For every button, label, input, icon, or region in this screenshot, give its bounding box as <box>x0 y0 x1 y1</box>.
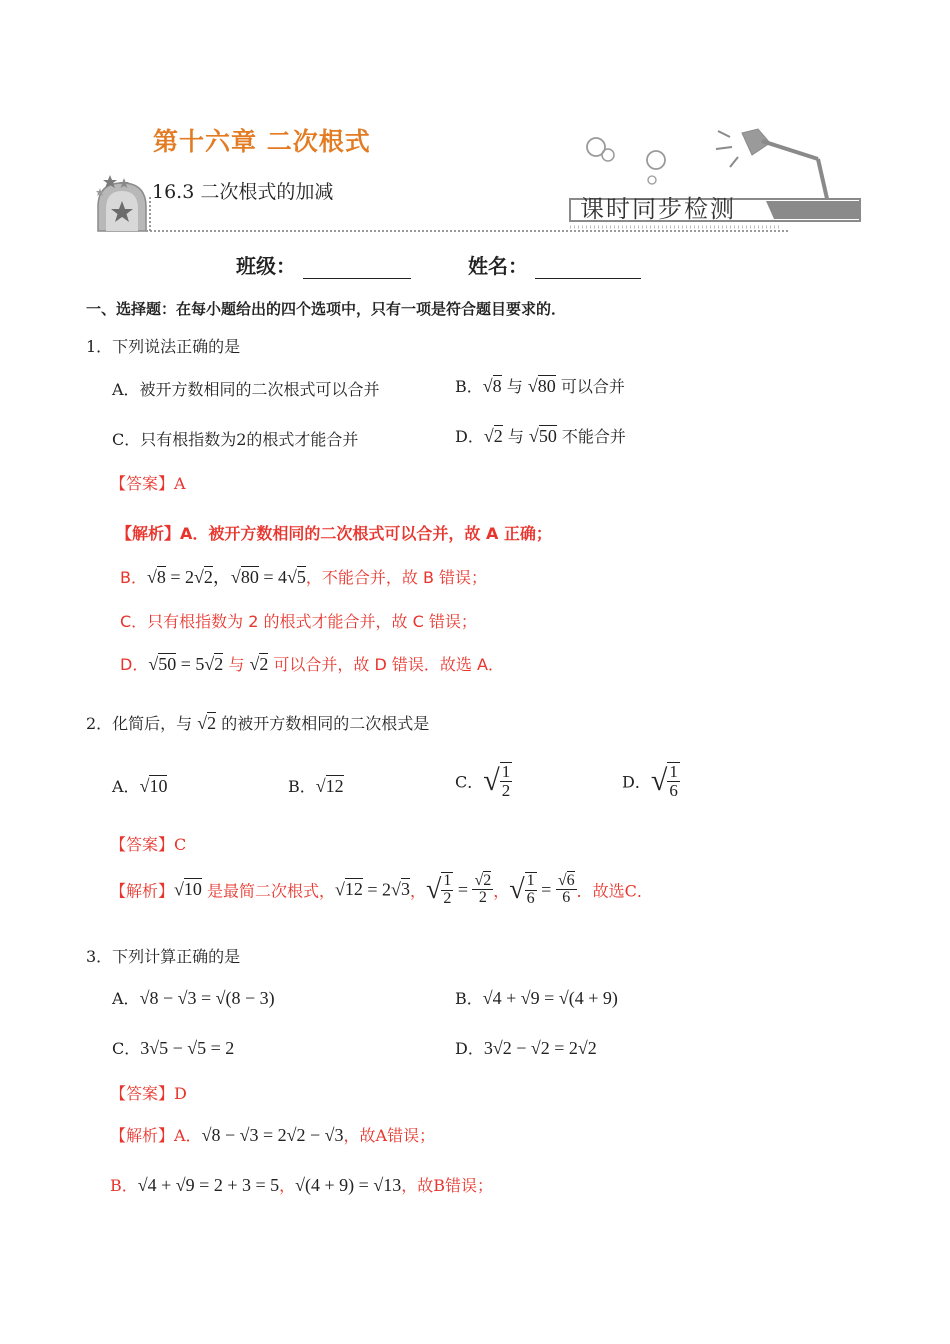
q1-option-b[interactable]: B．√8 与 √80 可以合并 <box>455 376 625 396</box>
name-field <box>468 250 641 279</box>
q3-stem: 3．下列计算正确的是 <box>86 947 241 966</box>
q3-explanation-a: 【解析】A．√8 − √3 = 2√2 − √3，故A错误； <box>110 1125 436 1145</box>
class-field <box>236 250 411 279</box>
class-blank[interactable] <box>303 258 411 279</box>
q2-option-b[interactable]: B．√12 <box>288 776 344 796</box>
q1-explanation-a: 【解析】A．被开方数相同的二次根式可以合并，故 A 正确； <box>116 524 552 543</box>
q3-option-c[interactable]: C．3√5 − √5 = 2 <box>112 1038 235 1058</box>
star-badge-icon <box>96 175 150 231</box>
q2-stem: 2．化简后，与 √2 的被开方数相同的二次根式是 <box>86 713 430 733</box>
q3-option-d[interactable]: D．3√2 − √2 = 2√2 <box>455 1038 597 1058</box>
q3-option-b[interactable]: B．√4 + √9 = √(4 + 9) <box>455 988 618 1008</box>
class-label: 班级： <box>236 254 296 278</box>
section-title: 16.3 二次根式的加减 <box>152 181 334 203</box>
q2-explanation: 【解析】√10 是最简二次根式，√12 = 2√3，√ $\frac{1}{2}$ = $\frac{√2}{2}$ ，√ $\frac{1}{6}$ = $\frac{√6}{6}$ ．故选C． <box>110 871 653 907</box>
q1-option-d[interactable]: D．√2 与 √50 不能合并 <box>455 426 626 446</box>
q3-explanation-b: B．√4 + √9 = 2 + 3 = 5，√(4 + 9) = √13，故B错误； <box>110 1175 493 1195</box>
section-heading: 一、选择题：在每小题给出的四个选项中，只有一项是符合题目要求的． <box>86 300 567 318</box>
q3-option-a[interactable]: A．√8 − √3 = √(8 − 3) <box>112 988 275 1008</box>
q2-option-d[interactable]: D．√ $\frac{1}{6}$ <box>622 762 678 800</box>
q1-explanation-d: D．√50 = 5√2 与 √2 可以合并，故 D 错误．故选 A． <box>120 654 504 674</box>
q2-answer: 【答案】C <box>110 835 187 854</box>
q1-option-c[interactable]: C．只有根指数为2的根式才能合并 <box>112 430 359 449</box>
q2-option-a[interactable]: A．√10 <box>112 776 168 796</box>
q1-explanation-c: C．只有根指数为 2 的根式才能合并，故 C 错误； <box>120 612 477 631</box>
name-label: 姓名： <box>468 254 528 278</box>
q1-option-a[interactable]: A．被开方数相同的二次根式可以合并 <box>112 380 380 399</box>
banner-title: 课时同步检测 <box>580 195 736 223</box>
q3-answer: 【答案】D <box>110 1084 187 1103</box>
name-blank[interactable] <box>535 258 641 279</box>
q1-answer: 【答案】A <box>110 474 186 493</box>
q1-explanation-b: B．√8 = 2√2，√80 = 4√5，不能合并，故 B 错误； <box>120 567 488 587</box>
q2-option-c[interactable]: C．√ $\frac{1}{2}$ <box>455 762 511 800</box>
chapter-title: 第十六章 二次根式 <box>153 127 371 156</box>
q1-stem: 1．下列说法正确的是 <box>86 337 241 356</box>
header-banner <box>90 115 865 235</box>
